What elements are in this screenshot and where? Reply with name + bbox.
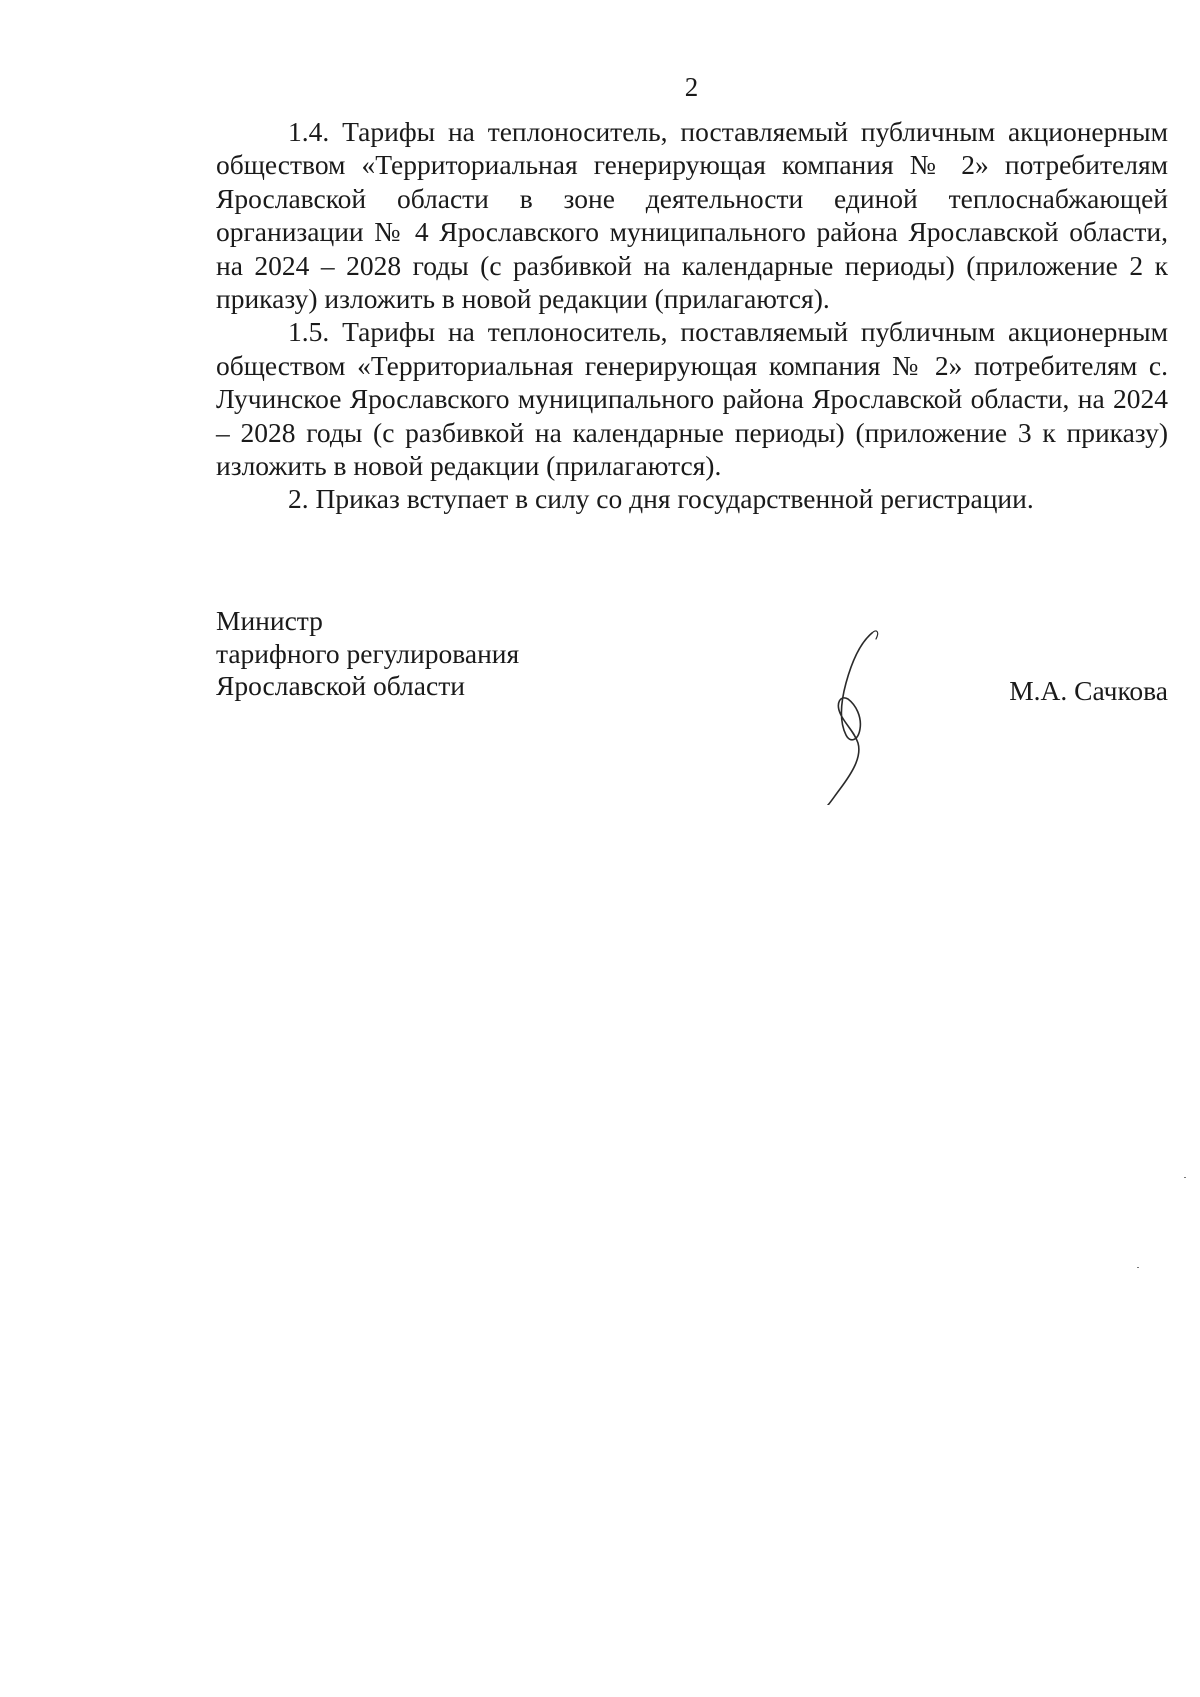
paragraph-1-5: 1.5. Тарифы на теплоноситель, поставляемый публичным акционерным обществом «Территориальная генерирующая компания № 2» потребителям с. Лучинское Ярославского муниципального района Ярославской области, на 2024 – 2028 годы (с разбивкой на календарные периоды) (приложение 3 к приказу) изложить в новой редакции (прилагаются). (216, 316, 1168, 482)
signatory-name: М.А. Сачкова (1009, 675, 1168, 706)
signatory-position-line: Ярославской области (216, 670, 465, 701)
scan-speck (1137, 1267, 1139, 1268)
signature-icon (800, 625, 910, 805)
signatory-position-line: тарифного регулирования (216, 637, 520, 669)
paragraph-1-4: 1.4. Тарифы на теплоноситель, поставляемый публичным акционерным обществом «Территориальная генерирующая компания № 2» потребителям Ярославской области в зоне деятельности единой теплоснабжающей организации № 4 Ярославского муниципального района Ярославской области, на 2024 – 2028 годы (с разбивкой на календарные периоды) (приложение 2 к приказу) изложить в новой редакции (прилагаются). (216, 116, 1168, 315)
scan-speck (1184, 1177, 1186, 1178)
document-body (216, 115, 1168, 516)
paragraph-2: 2. Приказ вступает в силу со дня государственной регистрации. (288, 483, 1034, 515)
signatory-position (216, 605, 519, 703)
signatory-position-line: Министр (216, 605, 323, 636)
page-number: 2 (684, 72, 699, 102)
